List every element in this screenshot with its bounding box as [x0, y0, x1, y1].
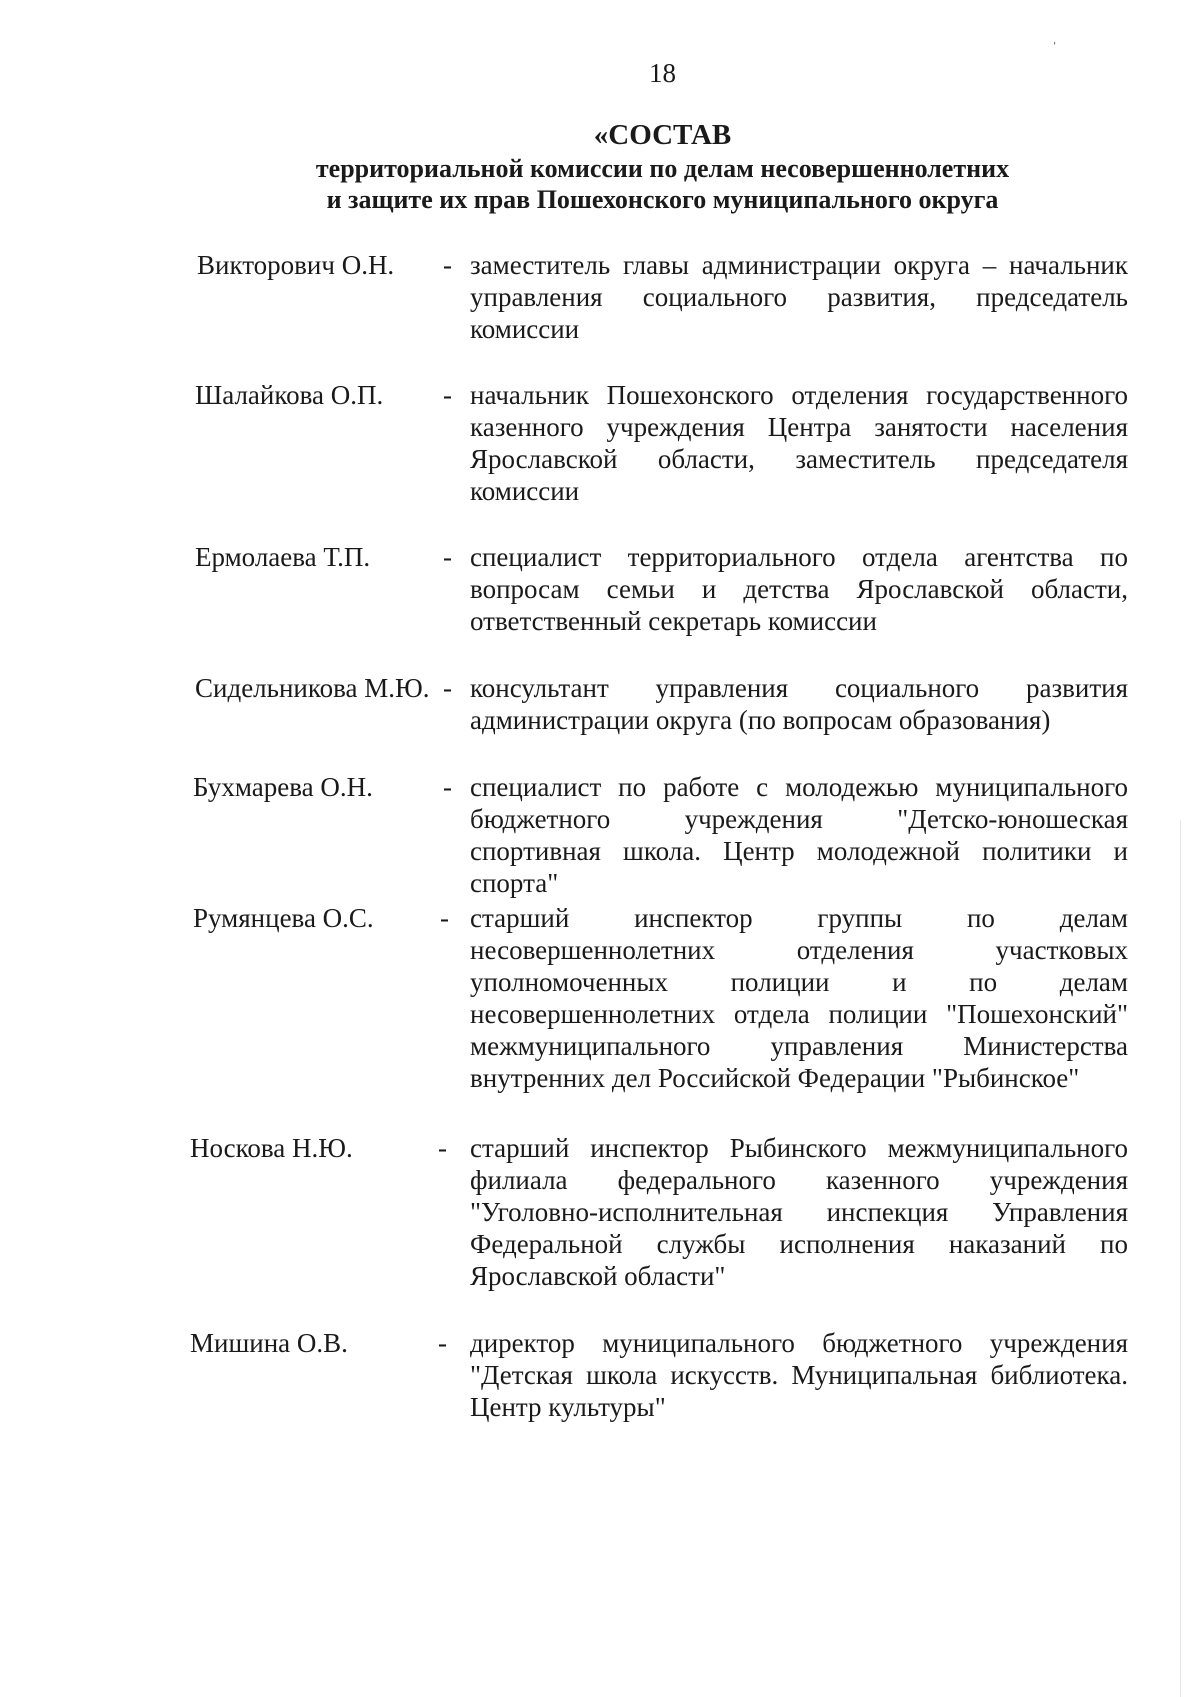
- document-subtitle-line-1: территориальной комиссии по делам несовершеннолетних: [315, 154, 1010, 183]
- member-description: старший инспектор группы по делам несовершеннолетних отделения участковых уполномоченных полиции и по делам несовершеннолетних отдела полиции "Пошехонский" межмуниципального управления Министерства внутренних дел Российской Федерации "Рыбинское": [470, 903, 1128, 1093]
- member-dash: -: [443, 772, 452, 802]
- member-description: начальник Пошехонского отделения государственного казенного учреждения Центра занятости населения Ярославской области, заместитель председателя комиссии: [470, 380, 1128, 506]
- member-name: Румянцева О.С.: [193, 903, 374, 933]
- member-dash: -: [438, 1133, 447, 1163]
- member-dash: -: [443, 542, 452, 572]
- member-name: Мишина О.В.: [190, 1328, 348, 1358]
- member-name: Бухмарева О.Н.: [193, 772, 373, 802]
- member-dash: -: [440, 903, 449, 933]
- document-subtitle-line-2: и защите их прав Пошехонского муниципального округа: [326, 185, 999, 214]
- page-number: 18: [649, 58, 676, 88]
- member-name: Сидельникова М.Ю.: [195, 673, 430, 703]
- member-name: Шалайкова О.П.: [195, 380, 384, 410]
- document-heading: [0, 117, 1200, 215]
- member-description: директор муниципального бюджетного учреждения "Детская школа искусств. Муниципальная библиотека. Центр культуры": [470, 1328, 1128, 1422]
- member-description: специалист территориального отдела агентства по вопросам семьи и детства Ярославской области, ответственный секретарь комиссии: [470, 542, 1128, 636]
- member-dash: -: [443, 380, 452, 410]
- member-name: Носкова Н.Ю.: [190, 1133, 353, 1163]
- member-name: Викторович О.Н.: [197, 250, 395, 280]
- scan-tick-mark: ˌ: [1052, 28, 1058, 45]
- member-description: специалист по работе с молодежью муниципального бюджетного учреждения "Детско-юношеская спортивная школа. Центр молодежной политики и спорта": [470, 772, 1128, 898]
- member-description: консультант управления социального развития администрации округа (по вопросам образования): [470, 673, 1128, 735]
- member-dash: -: [438, 1328, 447, 1358]
- member-dash: -: [443, 673, 452, 703]
- member-dash: -: [443, 250, 452, 280]
- member-description: старший инспектор Рыбинского межмуниципального филиала федерального казенного учреждения "Уголовно-исполнительная инспекция Управления Федеральной службы исполнения наказаний по Ярославской области": [470, 1133, 1128, 1291]
- member-description: заместитель главы администрации округа – начальник управления социального развития, председатель комиссии: [470, 250, 1128, 344]
- member-name: Ермолаева Т.П.: [195, 542, 371, 572]
- document-title: «СОСТАВ: [593, 119, 732, 151]
- scan-edge-line: [1180, 820, 1181, 1697]
